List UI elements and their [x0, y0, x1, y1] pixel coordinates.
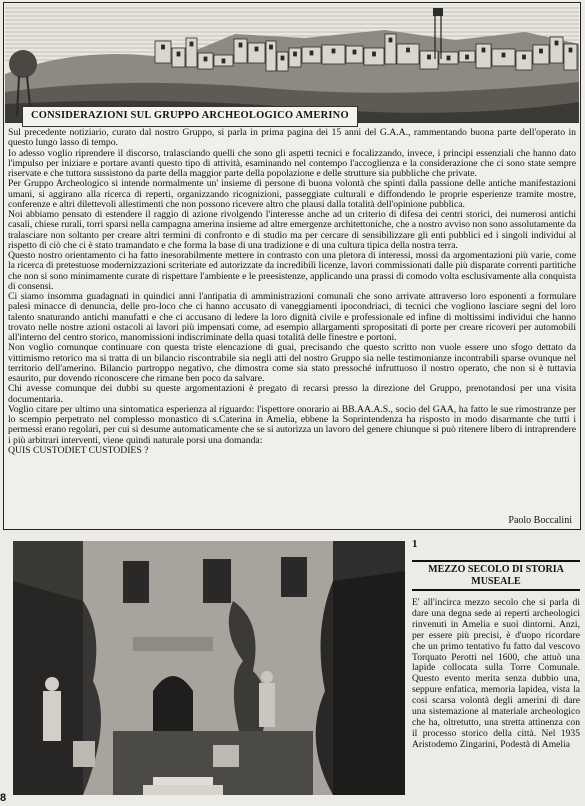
sidebar-body: E' all'incirca mezzo secolo che si parla di dare una degna sede ai reperti archeologici rinvenuti in Amelia e suoi dintorni. Anzi, per essere più precisi, è d'uopo ricordare che un primo tentativo fu fatto dal vescovo Torquato Perotti nel 1600, che attuò una lapide collocata sulla Torre Comunale. Questo evento merita senza dubbio una, seppure enfatica, memoria lapidea, vista la cosi scarsa volontà degli amerini di dare una sistemazione al materiale archeologico che ha, oltretutto, una stretta attinenza con il processo storico della città. Nel 1935 Aristodemo Zingarini, Podestà di Amelia	[412, 597, 580, 750]
article-author: Paolo Boccalini	[508, 515, 572, 526]
article-headline: CONSIDERAZIONI SUL GRUPPO ARCHEOLOGICO AMERINO	[22, 106, 358, 127]
sidebar-title: MEZZO SECOLO DI STORIA MUSEALE	[412, 560, 580, 591]
sidebar-article	[412, 538, 580, 800]
article-paragraph: Ci siamo insomma guadagnati in quindici anni l'antipatia di amministrazioni comunali che sono arrivate attraverso loro esponenti a formulare palesi minacce di denuncia, delle pro-loco che ci hanno accusato di vaneggiamenti ipocondriaci, di tecnici che vogliono lasciare segni del loro talento snaturando antichi manufatti e che ci accusano di ledere la loro dignità civile e professionale ed infine di moltissimi individui che hanno trovato nelle nostre azioni ostacoli ai lavori più impensati come, ad esempio allargamenti spropositati di porte per creare ricoveri per automobili all'interno del centro storico, manomissioni indiscriminate della quasi totalità delle finestre e portoni.	[8, 291, 576, 343]
museum-courtyard-photo	[13, 541, 405, 795]
courtyard-photo-illustration	[13, 541, 405, 795]
article-paragraph: Voglio citare per ultimo una sintomatica esperienza al riguardo: l'ispettore onorario ai BB.AA.A.S., socio del GAA, ha fatto le sue rimostranze per lo scempio perpetrato nel complesso monastico di s.Caterina in Amelia, ebbene la Soprintendenza ha risposto in modo disarmante che tutti i permessi erano regolari, per cui si desume automaticamente che se si autorizza un lavoro del genere chiunque si può ritenere libero di intraprendere i più arbitrari interventi, viene quindi naturale porsi una domanda:	[8, 403, 576, 446]
article-closing-question: QUIS CUSTODIET CUSTODIES ?	[8, 444, 149, 456]
article-paragraph: Sul precedente notiziario, curato dal nostro Gruppo, si parla in prima pagina dei 15 anni del G.A.A., rammentando buona parte dell'operato in questo lungo lasso di tempo.	[8, 127, 576, 149]
article-paragraph: Questo nostro orientamento ci ha fatto inesorabilmente mettere in contrasto con una pletora di interessi, mossi da argomentazioni più varie, come la ricerca di pretestuose modernizzazioni scriteriate ed autorizzate da incredibili licenze, lavori commissionati dalle più disparate correnti partitiche che non si sono minimamente curate di rispettare l'ambiente e le preesistenze, applicando una prassi di comodo volta esclusivamente alla conquista di consensi.	[8, 250, 576, 292]
article-body	[8, 128, 576, 456]
article-paragraph: Noi abbiamo pensato di estendere il raggio di azione rivolgendo l'interesse anche ad un criterio di difesa dei centri storici, dei numerosi antichi casali, chiese rurali, torri sparsi nella campagna amerina insieme ad altre emergenze architettoniche, che a nostro avviso non sono assolutamente da tralasciare non soltanto per creare altri termini di confronto e di studio ma per cercare di sensibilizzare gli enti pubblici ed i singoli individui al rispetto di ciò che ci è stato tramandato e che forma la base di una tradizione e di una cultura tipica della nostra terra.	[8, 209, 576, 251]
article-paragraph: Per Gruppo Archeologico si intende normalmente un' insieme di persone di buona volontà che spinti dalla passione delle antiche manifestazioni umani, si aggirano alla ricerca di reperti, organizzando ricognizioni, passeggiate culturali e diffondendo le proprie esperienze tramite mostre, conferenze e altri dilettevoli allestimenti che non possono ricevere altro che plausi dalla totalità dell'opinione pubblica.	[8, 178, 576, 210]
sidebar-number: 1	[412, 538, 418, 550]
article-paragraph: Non voglio comunque continuare con questa triste elencazione di guai, precisando che questo scritto non vuole essere uno sfogo dettato da vittimismo retorico ma si tratta di un bilancio riscontrabile sia negli atti del nostro Gruppo sia nelle testimonianze incontrabili sparse ovunque nel territorio dell'amerino. Bilancio purtroppo negativo, che dimostra come sia stato pressoché infruttuoso il nostro operato, che non si è tuttavia esaurito, pur dovendo riconoscere che rimane ben poco da salvare.	[8, 342, 576, 384]
article-paragraph: Io adesso voglio riprendere il discorso, tralasciando quelli che sono gli aspetti tecnici e focalizzando, invece, i principi essenziali che hanno dato l'impulso per iniziare e portare avanti questo tipo di attività, esaminando nel contempo l'accoglienza e la considerazione che ci sono state sempre riservate e che tuttora sussistono da parte della maggior parte della popolazione e delle strutture sia pubbliche che private.	[8, 147, 576, 179]
article-frame	[3, 2, 581, 530]
article-paragraph: Chi avesse comunque dei dubbi su queste argomentazioni è pregato di recarsi presso la direzione del Gruppo, prenotandosi per una visita documentaria.	[8, 383, 576, 405]
page-number: 8	[0, 792, 7, 804]
engraving-illustration	[5, 4, 579, 122]
